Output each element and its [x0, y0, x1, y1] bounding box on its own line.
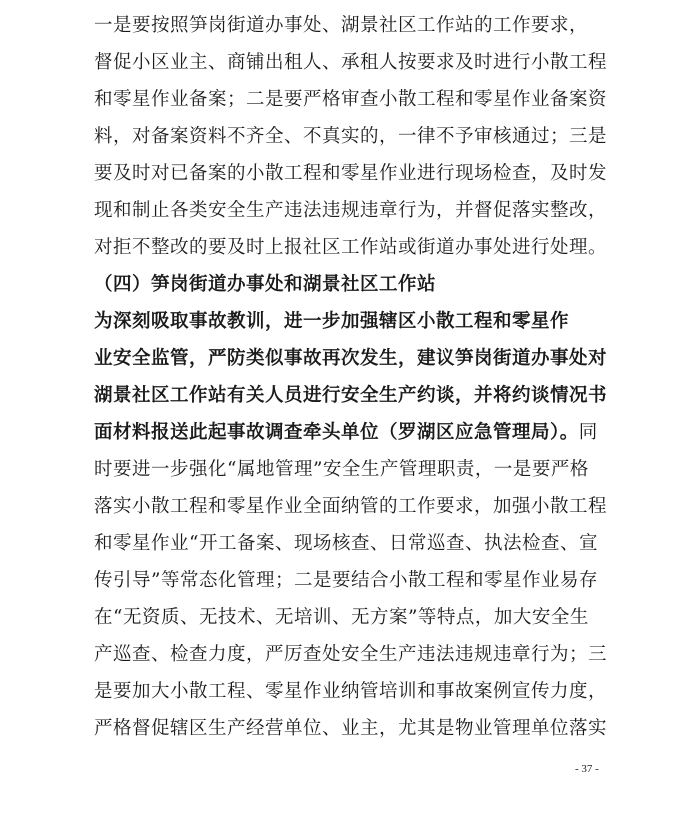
section-heading: （四）笋岗街道办事处和湖景社区工作站	[94, 274, 437, 295]
paragraph-line: 现和制止各类安全生产违法违规违章行为，并督促落实整改，	[94, 200, 608, 221]
paragraph-line: 在“无资质、无技术、无培训、无方案”等特点，加大安全生	[94, 607, 589, 628]
bold-text-segment: 面材料报送此起事故调查牵头单位（罗湖区应急管理局）。	[94, 422, 579, 443]
paragraph-line: 传引导”等常态化管理；二是要结合小散工程和零星作业易存	[94, 570, 598, 591]
paragraph-line: 湖景社区工作站有关人员进行安全生产约谈，并将约谈情况书	[94, 385, 608, 406]
paragraph-line: 落实小散工程和零星作业全面纳管的工作要求，加强小散工程	[94, 496, 608, 517]
paragraph-line: 一是要按照笋岗街道办事处、湖景社区工作站的工作要求，	[94, 15, 589, 36]
paragraph-line: 要及时对已备案的小散工程和零星作业进行现场检查，及时发	[94, 163, 608, 184]
paragraph-line: 是要加大小散工程、零星作业纳管培训和事故案例宣传力度，	[94, 681, 608, 702]
paragraph-line: 督促小区业主、商铺出租人、承租人按要求及时进行小散工程	[94, 52, 608, 73]
paragraph-line: 业安全监管，严防类似事故再次发生，建议笋岗街道办事处对	[94, 348, 608, 369]
paragraph-line: 和零星作业“开工备案、现场核查、日常巡查、执法检查、宣	[94, 533, 598, 554]
paragraph-line: 产巡查、检查力度，严厉查处安全生产违法违规违章行为；三	[94, 644, 608, 665]
paragraph-line: 严格督促辖区生产经营单位、业主，尤其是物业管理单位落实	[94, 718, 608, 739]
paragraph-line: 时要进一步强化“属地管理”安全生产管理职责，一是要严格	[94, 459, 589, 480]
paragraph-line: 为深刻吸取事故教训，进一步加强辖区小散工程和零星作	[94, 311, 570, 332]
paragraph-line: 料，对备案资料不齐全、不真实的，一律不予审核通过；三是	[94, 126, 608, 147]
paragraph-line: 对拒不整改的要及时上报社区工作站或街道办事处进行处理。	[94, 237, 608, 258]
paragraph-line: 和零星作业备案；二是要严格审查小散工程和零星作业备案资	[94, 89, 608, 110]
page-number: - 37 -	[575, 763, 599, 775]
paragraph-line-mixed	[94, 418, 598, 448]
normal-text-segment: 同	[578, 422, 598, 443]
